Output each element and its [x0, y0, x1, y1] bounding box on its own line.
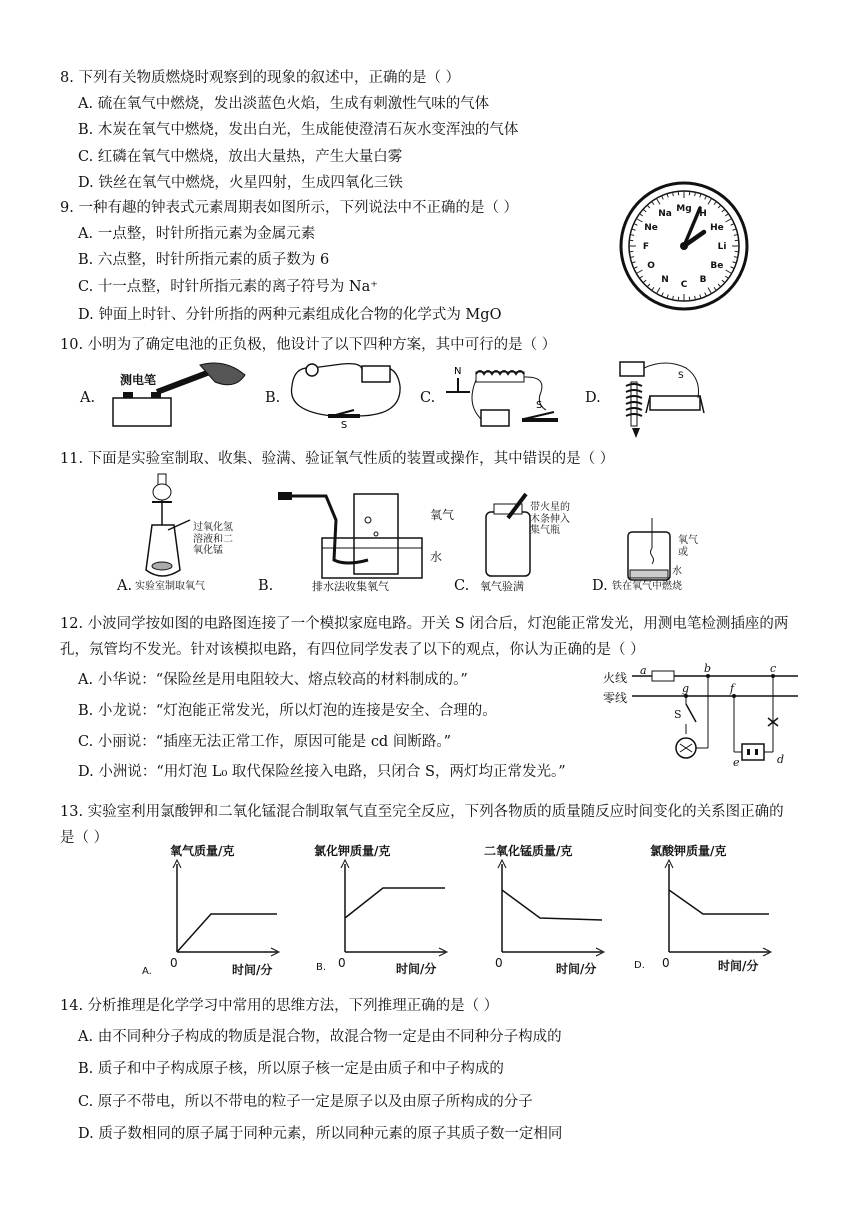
graph-a-origin: 0: [170, 956, 178, 970]
q14-stem: 14. 分析推理是化学学习中常用的思维方法，下列推理正确的是（ ）: [60, 998, 499, 1014]
graph-d-origin: 0: [662, 956, 670, 970]
graph-c: [500, 860, 610, 960]
q10-stem: 10. 小明为了确定电池的正负极，他设计了以下四种方案，其中可行的是（ ）: [60, 337, 557, 353]
graph-d-letter: D.: [634, 960, 645, 971]
graph-b: [343, 860, 453, 960]
circuit-point-e: e: [733, 756, 740, 769]
q11-letter-b: B.: [258, 578, 274, 594]
clock-element-li: Li: [717, 242, 727, 252]
q11-a-reagent-label: 过氧化氢 溶液和二 氧化锰: [193, 522, 233, 556]
q8-stem: 8. 下列有关物质燃烧时观察到的现象的叙述中，正确的是（ ）: [60, 70, 461, 86]
q14-option-d: D. 质子数相同的原子属于同种元素，所以同种元素的原子其质子数一定相同: [78, 1126, 563, 1142]
clock-element-n: N: [661, 274, 669, 285]
q9-option-d: D. 钟面上时针、分针所指的两种元素组成化合物的化学式为 MgO: [78, 307, 502, 323]
graph-d-curve: [669, 890, 769, 914]
q14-option-b: B. 质子和中子构成原子核，所以原子核一定是由质子和中子构成的: [78, 1061, 504, 1077]
q12-stem-line1: 12. 小波同学按如图的电路图连接了一个模拟家庭电路。开关 S 闭合后，灯泡能正常发光，用测电笔检测插座的两: [60, 616, 789, 632]
graph-b-origin: 0: [338, 956, 346, 970]
q12-option-d: D. 小洲说：“用灯泡 L₀ 取代保险丝接入电路，只闭合 S，两灯均正常发光。”: [78, 764, 566, 780]
graph-b-letter: B.: [316, 962, 327, 973]
q10-figure-d: [606, 358, 716, 442]
clock-element-f: F: [642, 242, 650, 252]
q13-stem-line2: 是（ ）: [60, 830, 109, 846]
q11-caption-b: 排水法收集氧气: [312, 580, 389, 593]
graph-a: [175, 860, 285, 960]
q10-figure-b: [282, 356, 412, 431]
q11-b-water-label: 水: [430, 550, 443, 564]
q13-stem-line1: 13. 实验室利用氯酸钾和二氧化锰混合制取氧气直至完全反应，下列各物质的质量随反应时间变化的关系图正确的: [60, 804, 784, 820]
circuit-switch-label: S: [674, 708, 682, 721]
q8-option-d: D. 铁丝在氧气中燃烧，火星四射，生成四氧化三铁: [78, 175, 403, 191]
clock-element-mg: Mg: [676, 204, 692, 214]
clock-element-c: C: [680, 280, 688, 290]
q9-stem: 9. 一种有趣的钟表式元素周期表如图所示，下列说法中不正确的是（ ）: [60, 200, 519, 216]
q9-option-b: B. 六点整，时针所指元素的质子数为 6: [78, 252, 330, 268]
graph-c-ylabel: 二氧化锰质量/克: [484, 844, 573, 858]
graph-c-xlabel: 时间/分: [556, 962, 597, 976]
q10-letter-d: D.: [585, 390, 601, 406]
q11-letter-c: C.: [454, 578, 470, 594]
q12-option-b: B. 小龙说：“灯泡能正常发光，所以灯泡的连接是安全、合理的。: [78, 703, 497, 719]
q9-option-c: C. 十一点整，时针所指元素的离子符号为 Na⁺: [78, 279, 378, 295]
q14-option-a: A. 由不同种分子构成的物质是混合物，故混合物一定是由不同种分子构成的: [78, 1029, 562, 1045]
clock-element-he: He: [710, 223, 724, 233]
graph-c-origin: 0: [495, 956, 503, 970]
clock-element-o: O: [647, 261, 655, 271]
graph-a-letter: A.: [142, 966, 152, 977]
graph-a-curve: [177, 914, 277, 952]
q11-stem: 11. 下面是实验室制取、收集、验满、验证氧气性质的装置或操作，其中错误的是（ ）: [60, 451, 615, 467]
q11-caption-c: 氧气验满: [480, 580, 524, 593]
q12-option-c: C. 小丽说：“插座无法正常工作，原因可能是 cd 间断路。”: [78, 734, 451, 750]
clock-element-ne: Ne: [644, 223, 658, 233]
q10-figure-a: [105, 360, 255, 430]
clock-element-na: Na: [658, 209, 672, 220]
q10-letter-a: A.: [80, 390, 96, 406]
graph-b-ylabel: 氯化钾质量/克: [314, 844, 391, 858]
q8-option-a: A. 硫在氧气中燃烧，发出淡蓝色火焰，生成有刺激性气味的气体: [78, 96, 490, 112]
circuit-point-f: f: [730, 682, 735, 695]
q11-figure-c: [478, 494, 538, 584]
graph-a-ylabel: 氧气质量/克: [170, 844, 235, 858]
q12-option-a: A. 小华说：“保险丝是用电阻较大、熔点较高的材料制成的。”: [78, 672, 468, 688]
circuit-point-c: c: [770, 662, 777, 675]
q11-d-water-label: 水: [672, 566, 682, 577]
circuit-point-d: d: [777, 753, 785, 766]
circuit-point-a: a: [640, 664, 647, 677]
clock-element-be: Be: [710, 261, 724, 271]
graph-b-curve: [345, 888, 445, 918]
circuit-point-g: g: [682, 682, 690, 695]
q8-option-c: C. 红磷在氧气中燃烧，放出大量热，产生大量白雾: [78, 149, 403, 165]
q11-b-gas-label: 氧气: [430, 508, 455, 522]
circuit-live-label: 火线: [603, 671, 628, 685]
graph-b-xlabel: 时间/分: [396, 962, 437, 976]
graph-d-xlabel: 时间/分: [718, 959, 759, 973]
tester-label: 测电笔: [120, 373, 157, 387]
graph-d-ylabel: 氯酸钾质量/克: [650, 844, 727, 858]
graph-d: [667, 860, 777, 960]
q11-caption-a: 实验室制取氧气: [135, 581, 205, 592]
circuit-neutral-label: 零线: [603, 691, 628, 705]
q11-letter-d: D.: [592, 578, 608, 594]
q10-b-switch-label: S: [340, 420, 348, 431]
clock-element-h: H: [699, 209, 707, 220]
q12-circuit-figure: [630, 664, 800, 774]
q11-figure-a: [128, 470, 198, 585]
q8-option-b: B. 木炭在氧气中燃烧，发出白光，生成能使澄清石灰水变浑浊的气体: [78, 122, 519, 138]
q10-d-s-label: S: [678, 371, 684, 381]
q10-c-s-label: S: [536, 400, 543, 411]
clock-element-b: B: [699, 274, 707, 285]
q10-letter-c: C.: [420, 390, 436, 406]
periodic-clock-figure: [618, 180, 750, 312]
graph-c-curve: [502, 890, 602, 920]
q9-option-a: A. 一点整，时针所指元素为金属元素: [78, 226, 316, 242]
q10-c-n-label: N: [454, 366, 462, 377]
q11-caption-d: 铁在氧气中燃烧: [612, 581, 682, 592]
q14-option-c: C. 原子不带电，所以不带电的粒子一定是原子以及由原子所构成的分子: [78, 1094, 533, 1110]
q11-letter-a: A.: [117, 578, 133, 594]
q11-c-note-label: 带火星的 木条伸入 集气瓶: [530, 502, 570, 536]
q10-figure-c: [436, 364, 571, 432]
q12-stem-line2: 孔，氖管均不发光。针对该模拟电路，有四位同学发表了以下的观点，你认为正确的是（ ）: [60, 642, 645, 658]
q11-d-gas-label: 氧气 或: [678, 535, 698, 558]
graph-a-xlabel: 时间/分: [232, 963, 273, 977]
q11-figure-b: [276, 490, 426, 582]
q10-letter-b: B.: [265, 390, 281, 406]
circuit-point-b: b: [704, 662, 712, 675]
